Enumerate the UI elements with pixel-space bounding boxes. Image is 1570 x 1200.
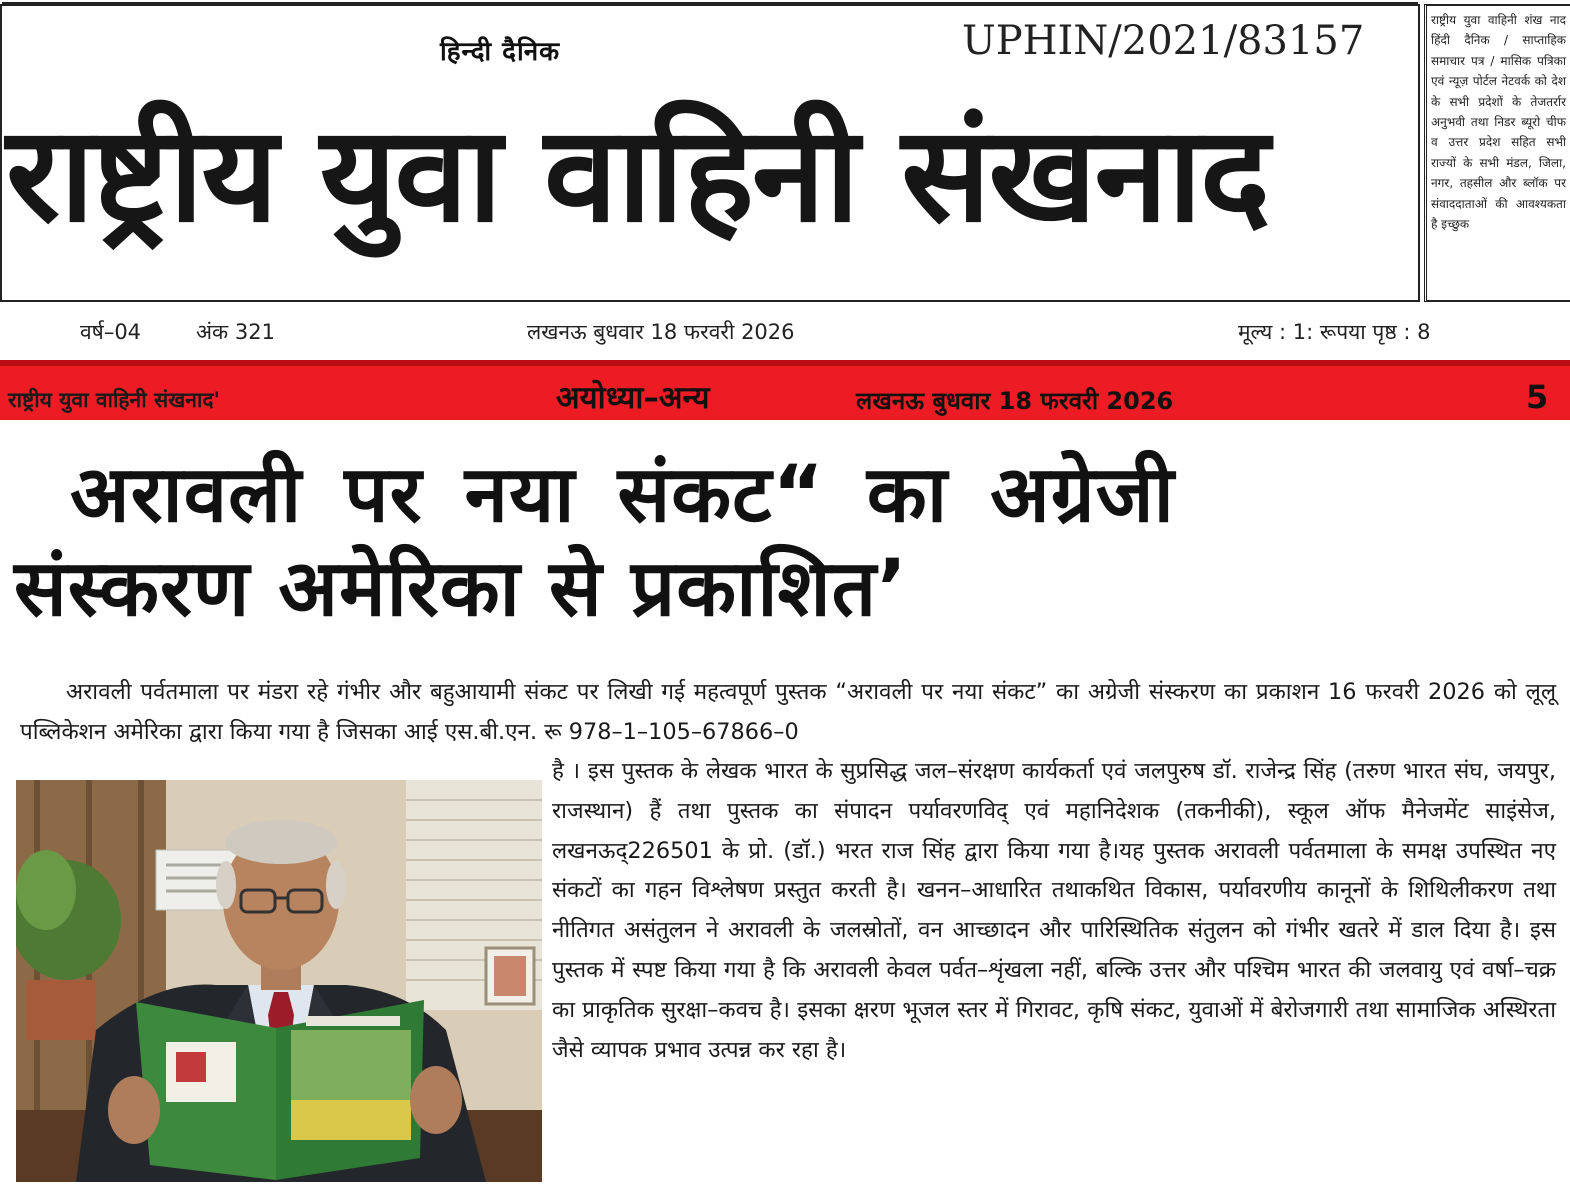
section-bar <box>0 360 1570 420</box>
section-bar-paper-name: राष्ट्रीय युवा वाहिनी संखनाद' <box>8 388 220 412</box>
edition-year: वर्ष–04 <box>80 320 142 344</box>
newspaper-title: राष्ट्रीय युवा वाहिनी संखनाद <box>6 98 1269 252</box>
article-intro <box>20 672 1556 752</box>
section-name: अयोध्या–अन्य <box>556 380 710 416</box>
registration-number: UPHIN/2021/83157 <box>962 18 1365 64</box>
headline-line-1: अरावली पर नया संकट“ का अग्रेजी <box>70 450 1175 540</box>
section-bar-date: लखनऊ बुधवार 18 फरवरी 2026 <box>856 387 1174 415</box>
page-number: 5 <box>1526 378 1549 416</box>
article-paragraph-main: है । इस पुस्तक के लेखक भारत के सुप्रसिद्ध जल–संरक्षण कार्यकर्ता एवं जलपुरुष डॉ. राजेन्द्र सिंह (तरुण भारत संघ, जयपुर, राजस्थान) हैं तथा पुस्तक का संपादन पर्यावरणविद् एवं महानिदेशक (तकनीकी), स्कूल ऑफ मैनेजमेंट साइंसेज, लखनऊद्226501 के प्रो. (डॉ.) भरत राज सिंह द्वारा किया गया है।यह पुस्तक अरावली पर्वतमाला के समक्ष उपस्थित नए संकटों का गहन विश्लेषण प्रस्तुत करती है। खनन–आधारित तथाकथित विकास, पर्यावरणीय कानूनों के शिथिलीकरण तथा नीतिगत असंतुलन ने अरावली के जलस्रोतों, वन आच्छादन और पारिस्थितिक संतुलन को गंभीर खतरे में डाल दिया है। इस पुस्तक में स्पष्ट किया गया है कि अरावली केवल पर्वत–शृंखला नहीं, बल्कि उत्तर और पश्चिम भारत की जलवायु एवं वर्षा–चक्र का प्राकृतिक सुरक्षा–कवच है। इसका क्षरण भूजल स्तर में गिरावट, कृषि संकट, युवाओं में बेरोजगारी तथा सामाजिक अस्थिरता जैसे व्यापक प्रभाव उत्पन्न कर रहा है। <box>552 758 1556 1063</box>
headline-line-2: संस्करण अमेरिका से प्रकाशित’ <box>14 544 908 634</box>
price-pages: मूल्य : 1: रूपया पृष्ठ : 8 <box>1238 320 1431 344</box>
article-headline <box>14 448 1564 636</box>
side-notice: राष्ट्रीय युवा वाहिनी शंख नाद हिंदी दैनिक / साप्ताहिक समाचार पत्र / मासिक पत्रिका एवं न्यूज़ पोर्टल नेटवर्क को देश के सभी प्रदेशों के तेजतर्रार अनुभवी तथा निडर ब्यूरो चीफ व उत्तर प्रदेश सहित सभी राज्यों के सभी मंडल, जिला, नगर, तहसील और ब्लॉक पर संवाददाताओं की आवश्यकता है इच्छुक <box>1424 4 1570 302</box>
article-body <box>552 752 1556 1070</box>
article-paragraph-intro: अरावली पर्वतमाला पर मंडरा रहे गंभीर और बहुआयामी संकट पर लिखी गई महत्वपूर्ण पुस्तक “अरावली पर नया संकट” का अग्रेजी संस्करण का प्रकाशन 16 फरवरी 2026 को लूलू पब्लिकेशन अमेरिका द्वारा किया गया है जिसका आई एस.बी.एन. रू 978–1–105–67866–0 <box>20 679 1556 745</box>
issue-number: अंक 321 <box>196 320 275 344</box>
author-photo <box>16 780 542 1182</box>
dateline: लखनऊ बुधवार 18 फरवरी 2026 <box>527 320 795 344</box>
masthead <box>0 0 1570 306</box>
daily-label: हिन्दी दैनिक <box>440 37 561 67</box>
edition-info-line <box>0 318 1570 354</box>
